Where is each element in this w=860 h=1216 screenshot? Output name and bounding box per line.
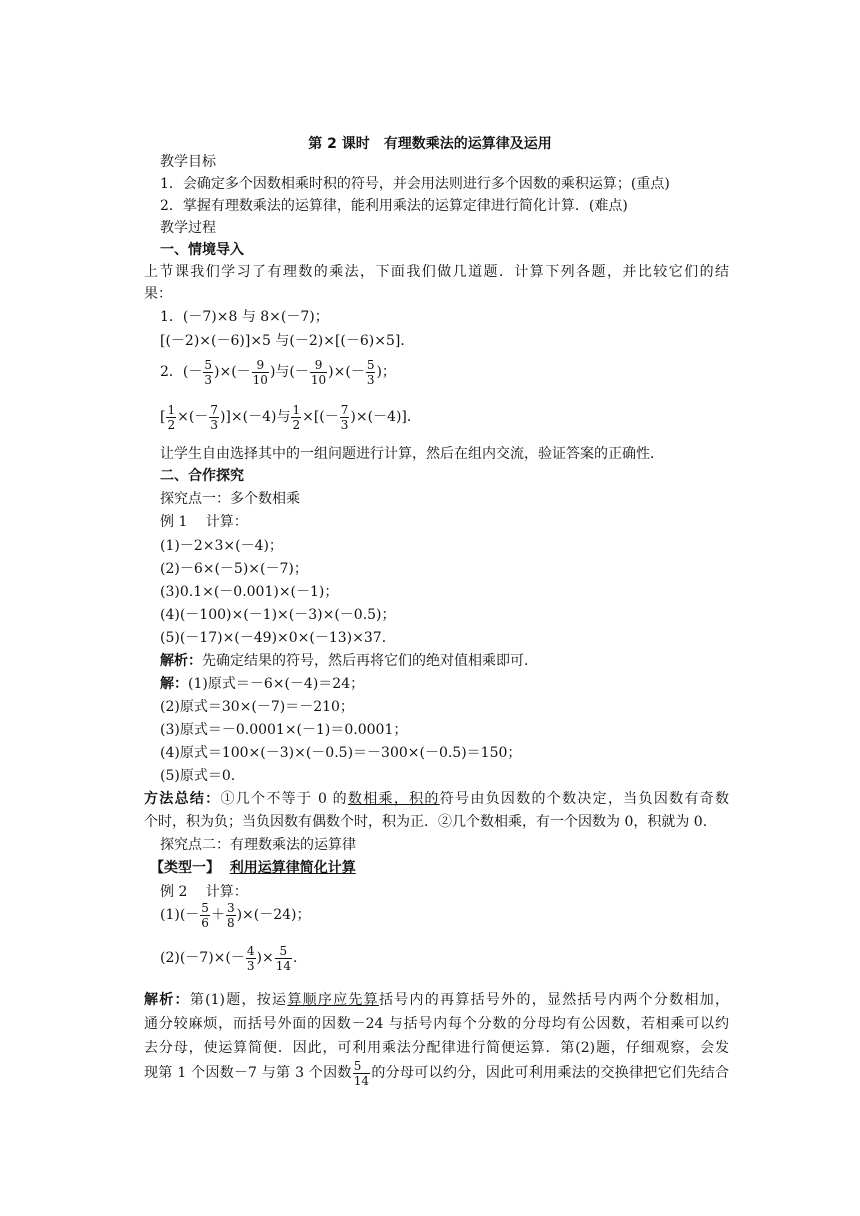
denominator: 6: [201, 915, 209, 930]
text: 的分母可以约分，因此可利用乘法的交换律把它们先结合: [371, 1065, 729, 1081]
fraction: [353, 1059, 370, 1088]
denominator: 3: [340, 417, 349, 432]
fraction: [226, 901, 236, 930]
question-1a: 1．(－7)×8 与 8×(－7)；: [160, 309, 329, 325]
question-2a: [160, 357, 396, 387]
denominator: 10: [310, 372, 327, 387]
text: )与(－: [269, 364, 309, 380]
fraction: [291, 403, 301, 432]
example-1-item: (5)(－17)×(－49)×0×(－13)×37．: [160, 630, 396, 646]
numerator: 4: [246, 943, 255, 958]
underlined-text: 数相乘，: [347, 791, 410, 807]
text: ①几个不等于 0 的: [220, 791, 348, 807]
text: 2．(－: [160, 364, 203, 380]
type-label: 【类型一】: [150, 860, 220, 876]
fraction: [203, 358, 213, 387]
example-2-item-2: [160, 943, 297, 973]
example-2-label: 例 2 计算：: [160, 884, 248, 900]
section-1-heading: 一、情境导入: [160, 242, 244, 258]
text: )；: [376, 364, 396, 380]
numerator: 5: [353, 1059, 370, 1074]
numerator: 9: [310, 358, 327, 373]
text: 第(1)题，按运: [189, 992, 288, 1008]
analysis-1: [160, 651, 538, 671]
denominator: 14: [275, 958, 291, 973]
text: )]×(－4)与: [219, 409, 291, 425]
analysis-label: 解析：: [144, 992, 190, 1008]
numerator: 3: [226, 900, 235, 915]
question-1b: [(－2)×(－6)]×5 与(－2)×[(－6)×5]．: [160, 333, 415, 349]
example-1-item: (3)0.1×(－0.001)×(－1)；: [160, 584, 339, 600]
type-title: 利用运算律简化计算: [229, 860, 356, 876]
text: 现第 1 个因数－7 与第 3 个因数: [144, 1065, 352, 1081]
goal-2: 2．掌握有理数乘法的运算律，能利用乘法的运算定律进行简化计算．(难点): [160, 198, 628, 214]
goals-heading: 教学目标: [160, 154, 216, 170]
numerator: 5: [366, 357, 375, 372]
fraction: [252, 358, 269, 387]
text: .: [292, 950, 298, 966]
example-2-item-1: [160, 900, 311, 930]
underlined-text: 积的: [409, 791, 440, 807]
text: 括号内的再算括号外的，显然括号内两个分数相加，: [378, 992, 730, 1008]
numerator: 7: [210, 402, 218, 417]
goal-1: 1．会确定多个因数相乘时积的符号，并会用法则进行多个因数的乘积运算；(重点): [160, 176, 670, 192]
denominator: 3: [210, 417, 218, 432]
text: )×(－: [214, 364, 251, 380]
text: (1)(－: [160, 907, 200, 923]
fraction: [166, 403, 176, 432]
fraction: [200, 901, 210, 930]
solution-1: [160, 674, 364, 694]
text: )×(－24)；: [236, 907, 311, 923]
analysis-label: 解析：: [160, 653, 202, 669]
text: (2)(－7)×(－: [160, 950, 245, 966]
fraction: [310, 358, 327, 387]
text: )×(－4)]．: [350, 409, 421, 425]
text: ×[(－: [302, 409, 339, 425]
numerator: 5: [204, 357, 213, 372]
analysis-2-line-1: [144, 990, 729, 1010]
fraction: [246, 944, 256, 973]
text: [: [160, 409, 166, 425]
intro-paragraph-line-1: 上节课我们学习了有理数的乘法，下面我们做几道题．计算下列各题，并比较它们的结: [144, 264, 729, 280]
text: 符号由负因数的个数决定，当负因数有奇数: [439, 791, 730, 807]
process-heading: 教学过程: [160, 220, 216, 236]
numerator: 1: [167, 402, 176, 417]
denominator: 3: [246, 958, 255, 973]
analysis-text: 先确定结果的符号，然后再将它们的绝对值相乘即可．: [202, 653, 538, 669]
numerator: 5: [201, 900, 209, 915]
fraction: [366, 358, 376, 387]
type-1-heading: [150, 858, 356, 878]
text: ＋: [210, 907, 225, 923]
solution-line: (5)原式＝0.: [160, 768, 236, 784]
analysis-2-line-3: 去分母，使运算简便．因此，可利用乘法分配律进行简便运算．第(2)题，仔细观察，会发: [144, 1040, 729, 1056]
numerator: 7: [340, 402, 349, 417]
intro-paragraph-line-2: 果：: [144, 286, 172, 302]
fraction: [275, 944, 292, 973]
denominator: 14: [353, 1073, 370, 1088]
denominator: 2: [292, 417, 301, 432]
denominator: 3: [366, 372, 375, 387]
example-1-item: (4)(－100)×(－1)×(－3)×(－0.5)；: [160, 607, 396, 623]
denominator: 3: [204, 372, 213, 387]
denominator: 8: [226, 915, 235, 930]
example-1-item: (1)－2×3×(－4)；: [160, 538, 283, 554]
fraction: [340, 403, 350, 432]
solution-label: 解：: [160, 676, 188, 692]
question-2b: [160, 402, 421, 432]
method-summary-line-1: [144, 789, 729, 809]
fraction: [209, 403, 219, 432]
numerator: 5: [275, 944, 292, 959]
explore-point-1: 探究点一：多个数相乘: [160, 491, 300, 507]
method-label: 方法总结：: [144, 791, 221, 807]
analysis-2-line-2: 通分较麻烦，而括号外面的因数－24 与括号内每个分数的分母均有公因数，若相乘可以约: [144, 1016, 729, 1032]
method-summary-line-2: 个时，积为负；当负因数有偶数个时，积为正．②几个数相乘，有一个因数为 0，积就为 0.: [144, 814, 708, 830]
denominator: 2: [167, 417, 176, 432]
denominator: 10: [252, 372, 268, 387]
example-1-label: 例 1 计算：: [160, 514, 248, 530]
text: )×: [256, 950, 274, 966]
instruction-paragraph: 让学生自由选择其中的一组问题进行计算，然后在组内交流，验证答案的正确性．: [160, 446, 664, 462]
text: )×(－: [328, 364, 365, 380]
solution-line: (3)原式＝－0.0001×(－1)＝0.0001；: [160, 722, 408, 738]
numerator: 1: [292, 402, 301, 417]
solution-line: (1)原式＝－6×(－4)＝24；: [188, 676, 365, 692]
explore-point-2: 探究点二：有理数乘法的运算律: [160, 837, 356, 853]
underlined-text: 算顺序应先算: [287, 992, 379, 1008]
numerator: 9: [252, 358, 269, 373]
example-1-item: (2)－6×(－5)×(－7)；: [160, 561, 308, 577]
solution-line: (2)原式＝30×(－7)＝－210；: [160, 699, 354, 715]
section-2-heading: 二、合作探究: [160, 468, 244, 484]
solution-line: (4)原式＝100×(－3)×(－0.5)＝－300×(－0.5)＝150；: [160, 745, 522, 761]
lesson-title: 第 2 课时 有理数乘法的运算律及运用: [308, 136, 552, 152]
analysis-2-line-4: [144, 1058, 729, 1088]
text: ×(－: [177, 409, 209, 425]
